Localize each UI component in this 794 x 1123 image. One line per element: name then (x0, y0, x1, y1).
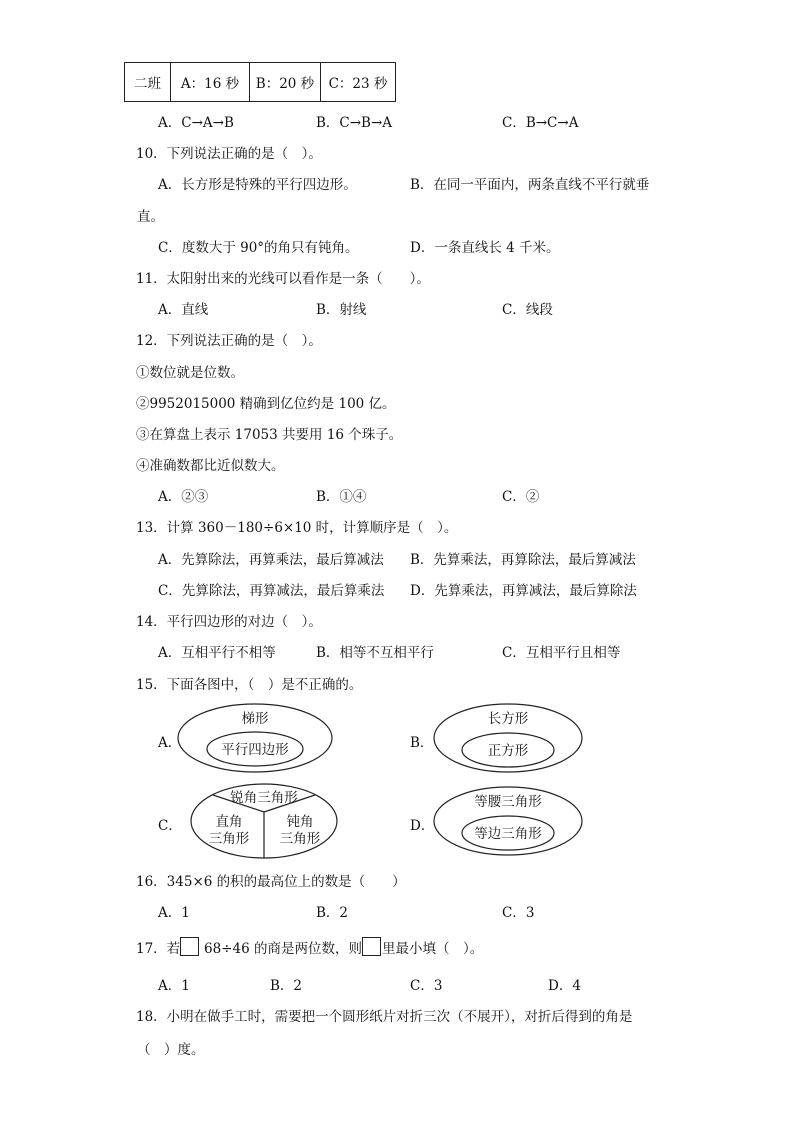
table-cell-c: C：23 秒 (321, 63, 396, 102)
q15-option-a-label[interactable]: A． (158, 735, 182, 751)
diagram-d-outer-label: 等腰三角形 (474, 794, 542, 810)
q12-statement-1: ①数位就是位数。 (136, 365, 244, 381)
q16-option-b[interactable]: B．2 (316, 905, 349, 921)
q13-option-c[interactable]: C．先算除法，再算减法，最后算乘法 (158, 583, 385, 599)
q11-option-c[interactable]: C．线段 (502, 302, 553, 318)
q13-option-b[interactable]: B．先算乘法，再算除法，最后算减法 (410, 552, 636, 568)
q13-option-d[interactable]: D．先算乘法，再算减法，最后算除法 (410, 583, 637, 599)
q15-option-b-label[interactable]: B． (410, 735, 434, 751)
q11-option-b[interactable]: B．射线 (316, 302, 367, 318)
q18-stem-cont: （ ）度。 (137, 1042, 205, 1058)
q12-option-b[interactable]: B．①④ (316, 489, 367, 505)
diagram-c-left-label-1: 直角 (215, 814, 243, 830)
diagram-c-left-label-2: 三角形 (208, 831, 250, 847)
q14-option-c[interactable]: C．互相平行且相等 (502, 645, 621, 661)
q16-stem: 16．345×6 的积的最高位上的数是（ ） (136, 874, 406, 890)
q12-option-a[interactable]: A．②③ (158, 489, 209, 505)
q12-option-c[interactable]: C．② (502, 489, 540, 505)
q10-option-b[interactable]: B．在同一平面内，两条直线不平行就垂 (410, 177, 650, 193)
q17-option-c[interactable]: C．3 (410, 978, 443, 994)
q17-stem-post: 里最小填（ ）。 (382, 941, 484, 957)
diagram-d-inner-label: 等边三角形 (474, 826, 542, 842)
q14-option-a[interactable]: A．互相平行不相等 (158, 645, 276, 661)
q15-option-d-label[interactable]: D． (410, 818, 435, 834)
q12-statement-3: ③在算盘上表示 17053 共要用 16 个珠子。 (136, 427, 403, 443)
diagram-c (191, 784, 337, 858)
q10-option-c[interactable]: C．度数大于 90°的角只有钝角。 (158, 240, 359, 256)
diagram-c-right-label-2: 三角形 (279, 831, 321, 847)
diagram-a-outer-label: 梯形 (241, 711, 269, 727)
q17-option-d[interactable]: D．4 (548, 978, 581, 994)
q16-option-a[interactable]: A．1 (158, 905, 190, 921)
table-cell-b: B：20 秒 (250, 63, 321, 102)
diagram-c-top-label: 锐角三角形 (230, 790, 298, 806)
diagram-b-inner-label: 正方形 (487, 743, 529, 759)
q10-stem: 10．下列说法正确的是（ ）。 (136, 146, 322, 162)
q12-statement-4: ④准确数都比近似数大。 (136, 458, 285, 474)
q13-option-a[interactable]: A．先算除法，再算乘法，最后算减法 (158, 552, 384, 568)
q10-option-b-cont: 直。 (137, 209, 164, 225)
q12-stem: 12．下列说法正确的是（ ）。 (136, 333, 322, 349)
q14-stem: 14．平行四边形的对边（ ）。 (136, 614, 322, 630)
q17-stem-pre: 17．若 (136, 941, 181, 957)
q10-option-a[interactable]: A．长方形是特殊的平行四边形。 (158, 177, 357, 193)
q9-option-b[interactable]: B．C→B→A (316, 115, 393, 131)
diagram-a (178, 704, 332, 772)
diagram-d (434, 787, 582, 855)
q11-stem: 11．太阳射出来的光线可以看作是一条（ ）。 (136, 271, 430, 287)
q15-option-c-label[interactable]: C． (158, 818, 182, 834)
q9-option-c[interactable]: C．B→C→A (502, 115, 579, 131)
q17-blank-box-1 (180, 937, 199, 956)
q17-option-a[interactable]: A．1 (158, 978, 190, 994)
q10-option-d[interactable]: D．一条直线长 4 千米。 (410, 240, 560, 256)
table-cell-class: 二班 (125, 63, 171, 102)
q12-statement-2: ②9952015000 精确到亿位约是 100 亿。 (136, 396, 396, 412)
q16-option-c[interactable]: C．3 (502, 905, 535, 921)
diagram-b-outer-label: 长方形 (487, 711, 529, 727)
q13-stem: 13．计算 360－180÷6×10 时，计算顺序是（ ）。 (136, 520, 458, 536)
q17-option-b[interactable]: B．2 (270, 978, 303, 994)
q15-stem: 15．下面各图中，（ ）是不正确的。 (136, 677, 363, 693)
diagram-c-right-label-1: 钝角 (286, 814, 314, 830)
q9-option-a[interactable]: A．C→A→B (158, 115, 234, 131)
q17-stem-mid: 68÷46 的商是两位数，则 (204, 941, 362, 957)
q14-option-b[interactable]: B．相等不互相平行 (316, 645, 434, 661)
q18-stem: 18．小明在做手工时，需要把一个圆形纸片对折三次（不展开），对折后得到的角是 (136, 1009, 633, 1025)
diagram-b (434, 704, 582, 772)
q11-option-a[interactable]: A．直线 (158, 302, 209, 318)
table-cell-a: A：16 秒 (171, 63, 250, 102)
diagram-a-inner-label: 平行四边形 (221, 742, 289, 758)
q17-blank-box-2 (362, 937, 381, 956)
